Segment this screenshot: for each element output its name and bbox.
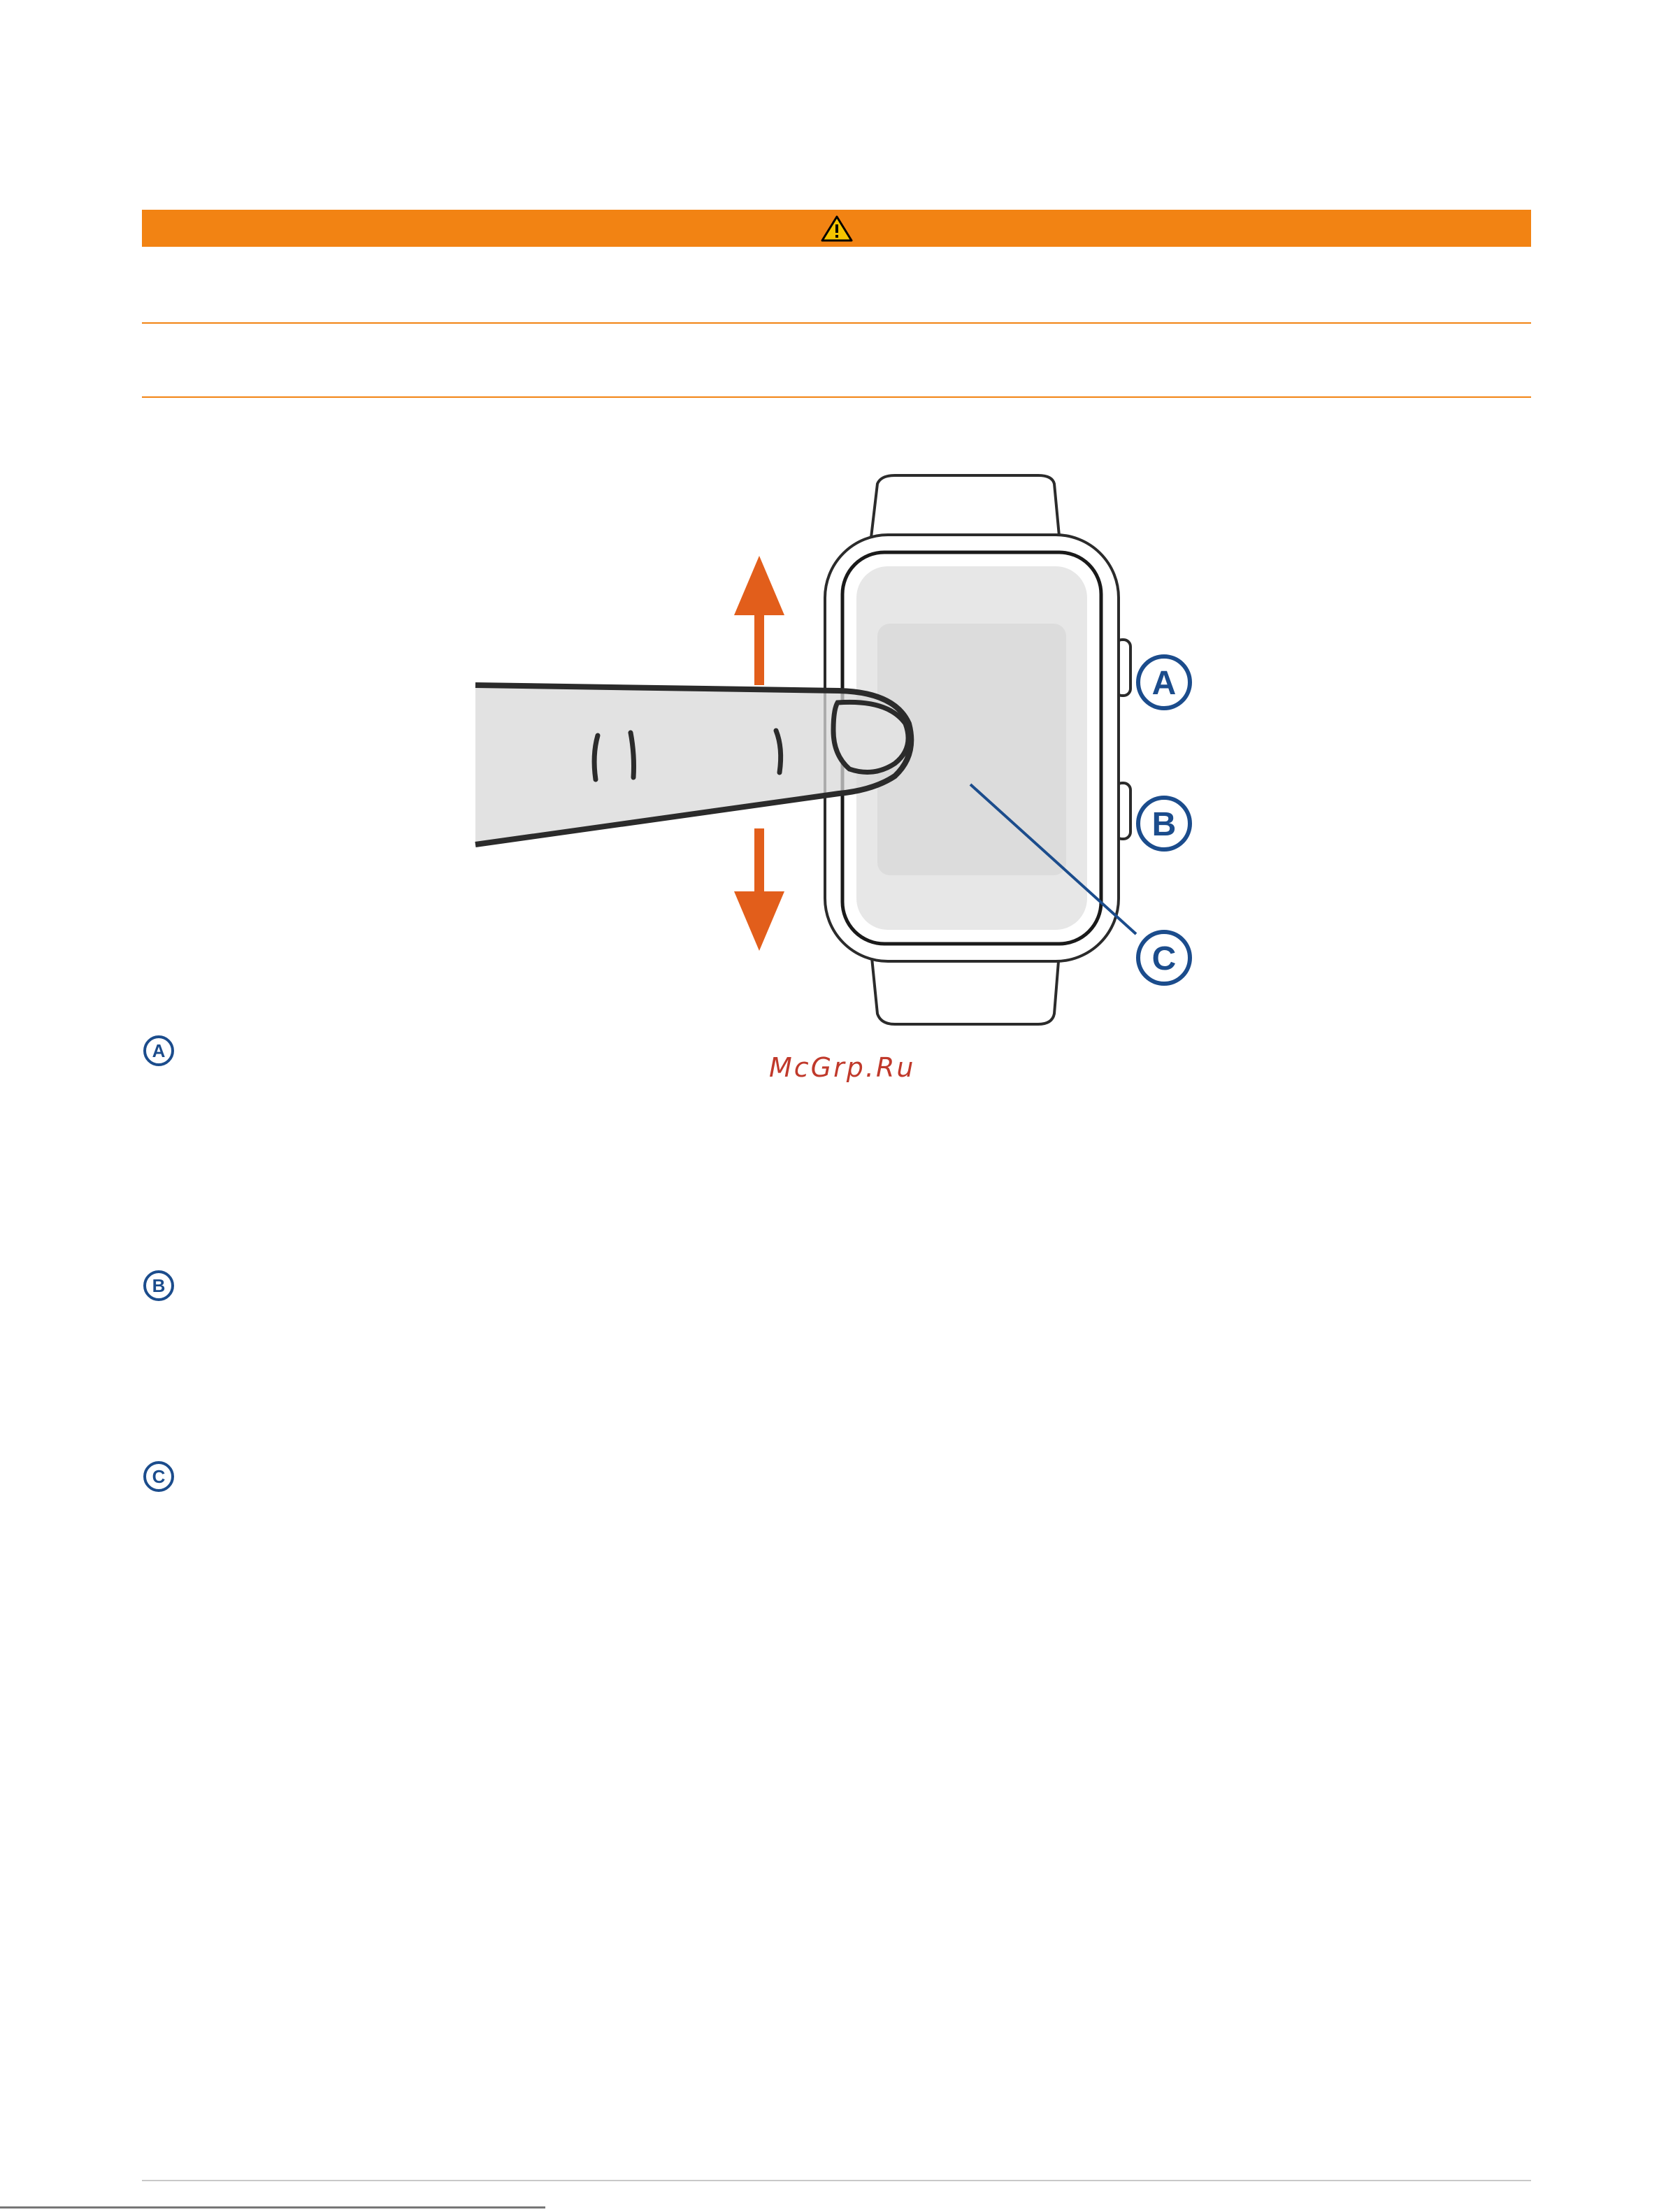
callout-c: [1138, 932, 1190, 984]
callout-a-letter: A: [1151, 665, 1177, 702]
fingernail: [833, 702, 908, 772]
legend-marker-a: [142, 1034, 175, 1068]
warning-triangle-icon: [820, 215, 854, 243]
legend-letter-a: A: [152, 1040, 166, 1061]
legend-letter-b: B: [152, 1275, 166, 1296]
footer-divider: [142, 2180, 1531, 2181]
legend-marker-b: [142, 1269, 175, 1302]
callout-b: [1138, 798, 1190, 849]
callout-b-letter: B: [1151, 806, 1177, 843]
watch-illustration: [447, 461, 1223, 1042]
legend-marker-c: [142, 1460, 175, 1493]
bottom-edge-line: [0, 2206, 545, 2209]
legend-letter-c: C: [152, 1466, 166, 1487]
warning-bar: [142, 210, 1531, 247]
warning-divider: [142, 322, 1531, 324]
warning-bottom-divider: [142, 396, 1531, 398]
callout-a: [1138, 656, 1190, 708]
callout-c-letter: C: [1151, 940, 1177, 977]
watermark[interactable]: McGrp.Ru: [769, 1052, 916, 1083]
